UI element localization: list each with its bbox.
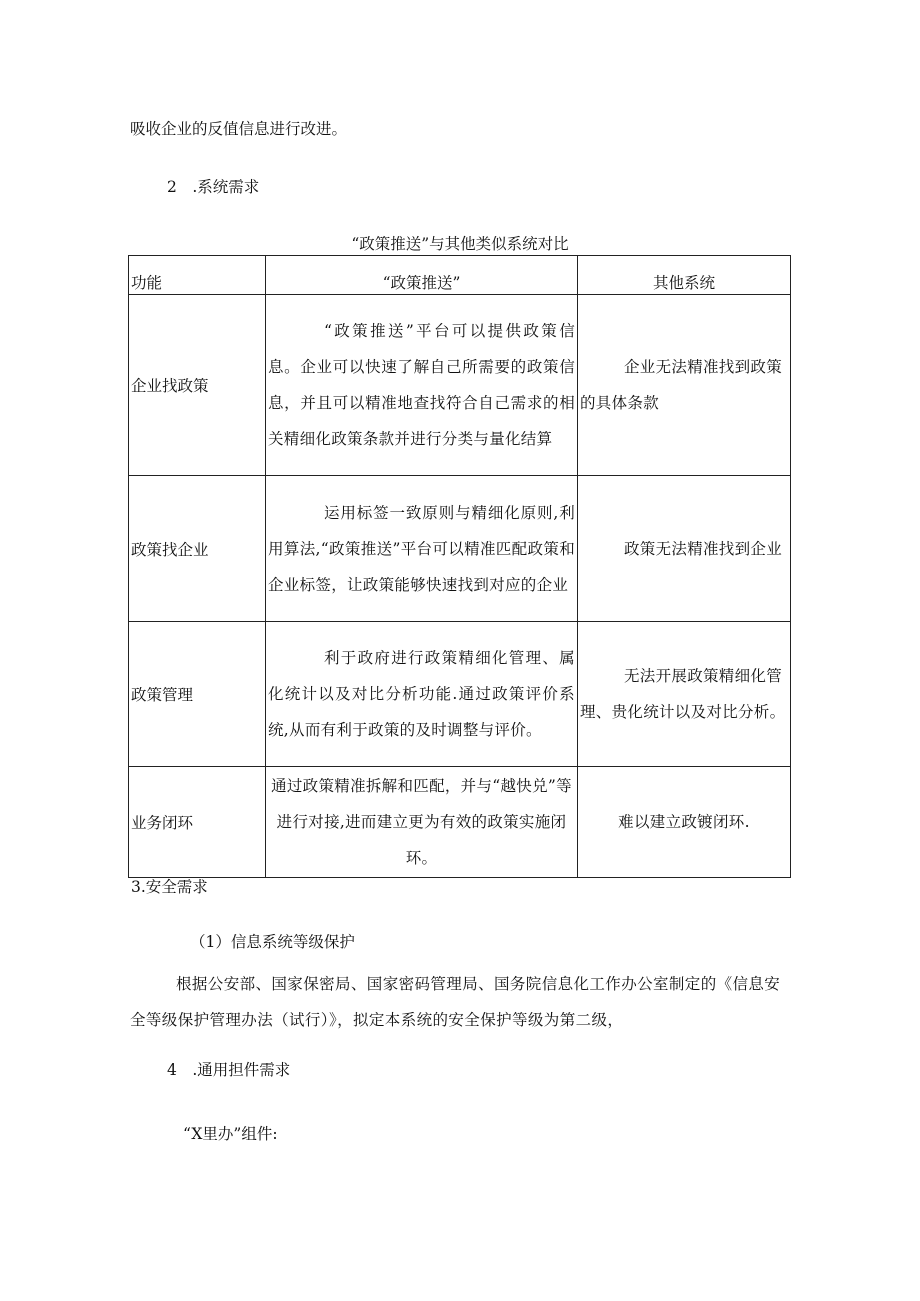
function-cell: 政策管理 [129, 622, 266, 767]
table-row [129, 295, 791, 476]
security-paragraph: 根据公安部、国家保密局、国家密码管理局、国务院信息化工作办公室制定的《信息安全等级保护管理办法（试行）》，拟定本系统的安全保护等级为第二级， [130, 975, 781, 1029]
section-heading-system-requirements: 2 .系统需求 [167, 178, 260, 196]
intro-paragraph: 吸收企业的反值信息进行改进。 [130, 120, 348, 138]
component-line: “X里办”组件: [183, 1125, 278, 1143]
header-function: 功能 [129, 256, 266, 295]
policy-push-cell: 利于政府进行政策精细化管理、属化统计以及对比分析功能.通过政策评价系统,从而有利于政策的及时调整与评价。 [266, 622, 578, 767]
other-system-cell: 无法开展政策精细化管理、贵化统计以及对比分析。 [578, 622, 791, 767]
function-cell: 政策找企业 [129, 476, 266, 622]
other-system-cell: 政策无法精准找到企业 [578, 476, 791, 622]
section-heading-common-components: 4 .通用担件需求 [167, 1061, 291, 1079]
function-cell: 企业找政策 [129, 295, 266, 476]
header-other-systems: 其他系统 [578, 256, 791, 295]
table-caption: “政策推送”与其他类似系统对比 [351, 235, 569, 253]
other-system-cell: 企业无法精准找到政策的具体条款 [578, 295, 791, 476]
header-policy-push: “政策推送” [266, 256, 578, 295]
function-cell: 业务闭环 [129, 767, 266, 878]
table-row [129, 767, 791, 878]
sub-heading-level-protection: （1）信息系统等级保护 [190, 933, 355, 951]
table-row [129, 622, 791, 767]
table-header-row [129, 256, 791, 295]
section-heading-security-requirements: 3.安全需求 [131, 878, 208, 896]
policy-push-cell: 运用标签一致原则与精细化原则,利用算法,“政策推送”平台可以精准匹配政策和企业标签，让政策能够快速找到对应的企业 [266, 476, 578, 622]
policy-push-cell: 通过政策精准拆解和匹配，并与“越快兑”等进行对接,进而建立更为有效的政策实施闭环。 [266, 767, 578, 878]
table-row [129, 476, 791, 622]
comparison-table [128, 255, 791, 878]
other-system-cell: 难以建立政镀闭环. [578, 767, 791, 878]
policy-push-cell: “政策推送”平台可以提供政策信息。企业可以快速了解自己所需要的政策信息，并且可以精准地查找符合自己需求的相关精细化政策条款并进行分类与量化结算 [266, 295, 578, 476]
